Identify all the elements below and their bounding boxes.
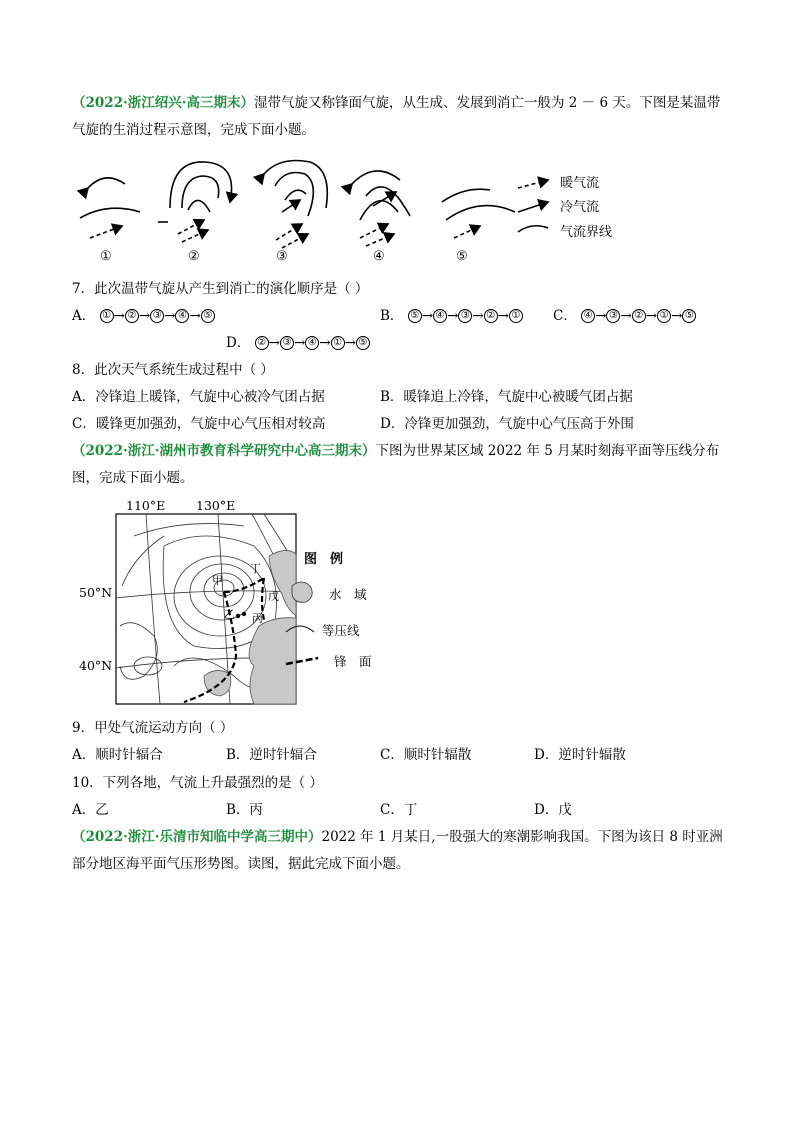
legend-front: 锋 面 xyxy=(334,654,372,669)
stage-2-diagram xyxy=(158,162,232,242)
stage-3-diagram xyxy=(264,161,327,249)
stage-label-4: ④ xyxy=(373,249,385,264)
group2-intro-line2: 图，完成下面小题。 xyxy=(72,470,194,486)
stage-label-2: ② xyxy=(188,249,200,264)
legend-warm-flow: 暖气流 xyxy=(560,176,600,191)
point-ding: 丁 xyxy=(250,562,261,575)
point-yi: 乙 xyxy=(224,608,235,621)
group2-intro-line1 xyxy=(72,441,719,461)
lat-label-40: 40°N xyxy=(79,658,113,673)
group1-intro-line2: 气旋的生消过程示意图，完成下面小题。 xyxy=(72,122,315,138)
isobar-map-figure xyxy=(74,496,394,708)
legend-flow-boundary: 气流界线 xyxy=(560,225,613,240)
q9-option-c: C．顺时针辐散 xyxy=(380,747,472,763)
stage-label-5: ⑤ xyxy=(456,249,468,264)
stage-5-diagram xyxy=(442,189,515,238)
lat-label-50: 50°N xyxy=(79,585,113,600)
q7-option-a: A． ① → ② → ③ → ④ → ⑤ xyxy=(72,306,215,326)
point-jia: 甲 xyxy=(212,574,223,587)
q8-option-a: A．冷锋追上暖锋，气旋中心被冷气团占据 xyxy=(72,389,325,405)
figure1-legend xyxy=(518,180,548,232)
q10-option-d: D．戊 xyxy=(534,802,572,818)
legend-cold-flow: 冷气流 xyxy=(560,200,600,215)
stage-4-diagram xyxy=(352,171,410,246)
group3-source: （2022·浙江·乐清市知临中学高三期中） xyxy=(72,829,322,845)
legend-water: 水 域 xyxy=(329,587,367,602)
legend-title: 图 例 xyxy=(304,552,344,567)
q8-option-c: C．暖锋更加强劲，气旋中心气压相对较高 xyxy=(72,416,326,432)
q7-option-c: C． ④ → ③ → ② → ① → ⑤ xyxy=(553,306,696,326)
q9-stem: 9．甲处气流运动方向（ ） xyxy=(72,720,234,736)
lon-label-110: 110°E xyxy=(126,498,166,513)
group1-source: （2022·浙江绍兴·高三期末） xyxy=(72,95,254,111)
group3-intro-line1 xyxy=(72,827,723,847)
cyclone-lifecycle-figure xyxy=(70,150,660,268)
q8-option-b: B．暖锋追上冷锋，气旋中心被暖气团占据 xyxy=(380,389,633,405)
group3-intro-line2: 部分地区海平面气压形势图。读图，据此完成下面小题。 xyxy=(72,856,410,872)
group1-intro-line1 xyxy=(72,93,720,113)
q7-stem: 7．此次温带气旋从产生到消亡的演化顺序是（ ） xyxy=(72,281,369,297)
q10-stem: 10．下列各地，气流上升最强烈的是（ ） xyxy=(72,775,323,791)
q10-option-a: A．乙 xyxy=(72,802,109,818)
group3-intro-text1: 2022 年 1 月某日,一股强大的寒潮影响我国。下图为该日 8 时亚洲 xyxy=(321,829,723,845)
figure2-legend xyxy=(286,551,372,669)
group2-intro-text1: 下图为世界某区域 2022 年 5 月某时刻海平面等压线分布 xyxy=(375,443,720,459)
point-bing: 丙 xyxy=(252,612,263,625)
legend-isobar: 等压线 xyxy=(322,623,360,638)
group1-intro-text1: 湿带气旋又称锋面气旋，从生成、发展到消亡一般为 2 － 6 天。下图是某温带 xyxy=(253,95,721,111)
group2-source: （2022·浙江·湖州市教育科学研究中心高三期末） xyxy=(72,443,376,459)
q7-option-b: B． ⑤ → ④ → ③ → ② → ① xyxy=(380,306,523,326)
q7-option-d: D． ② → ③ → ④ → ① → ⑤ xyxy=(226,333,370,353)
stage-label-1: ① xyxy=(100,249,112,264)
q10-option-b: B．丙 xyxy=(226,802,263,818)
point-wu: 戊 xyxy=(268,590,279,603)
stage-label-3: ③ xyxy=(276,249,288,264)
lon-label-130: 130°E xyxy=(196,498,236,513)
q8-stem: 8．此次天气系统生成过程中（ ） xyxy=(72,362,274,378)
stage-1-diagram xyxy=(80,178,140,238)
q10-option-c: C．丁 xyxy=(380,802,418,818)
q8-option-d: D．冷锋更加强劲，气旋中心气压高于外围 xyxy=(380,416,634,432)
q9-option-a: A．顺时针辐合 xyxy=(72,747,163,763)
q9-option-d: D．逆时针辐散 xyxy=(534,747,626,763)
q9-option-b: B．逆时针辐合 xyxy=(226,747,317,763)
